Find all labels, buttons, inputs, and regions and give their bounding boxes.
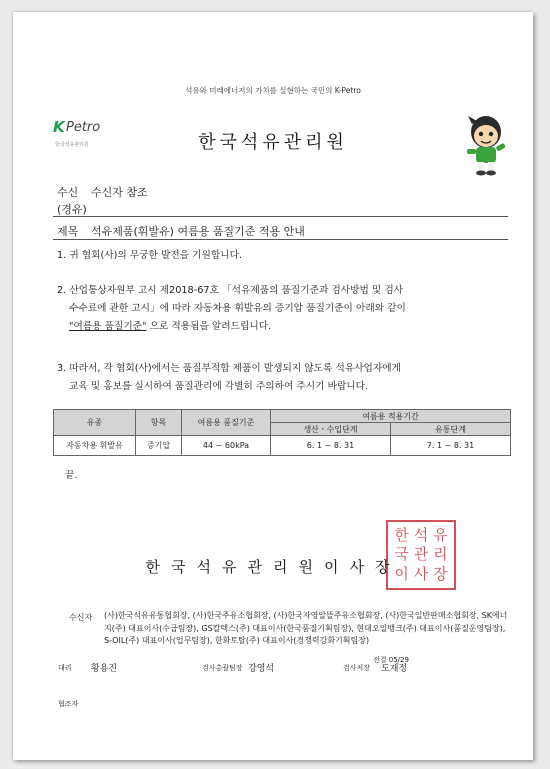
seal-char: 국 <box>394 545 409 564</box>
date-note: 전결 05/29 <box>373 656 409 664</box>
seal-char: 관 <box>413 545 429 564</box>
cell-item: 증기압 <box>136 436 182 456</box>
end-mark: 끝. <box>65 470 78 481</box>
seal-char: 한 <box>394 526 409 544</box>
header-distribution: 유통단계 <box>391 423 511 436</box>
org-title: 한국석유관리원 <box>198 132 348 153</box>
seal-char: 장 <box>433 564 448 583</box>
header-item: 항목 <box>136 410 182 436</box>
mascot-icon <box>460 112 512 176</box>
seal-char: 유 <box>433 526 448 544</box>
paragraph-3-line-2: 교육 및 홍보를 실시하여 품질관리에 각별히 주의하여 주시기 바랍니다. <box>69 381 369 392</box>
recipient-label: 수신 <box>57 186 79 199</box>
drafter-name: 황용진 <box>91 664 118 674</box>
header-standard: 여름용 품질기준 <box>182 410 271 436</box>
subject-text: 석유제품(휘발유) 여름용 품질기준 적용 안내 <box>91 225 305 238</box>
logo-k: K <box>53 118 65 136</box>
paragraph-1: 1. 귀 협회(사)의 무궁한 발전을 기원합니다. <box>57 250 243 261</box>
drafter-label: 대리 <box>58 664 72 672</box>
table-header-row-1 <box>54 410 511 423</box>
recipients-text: (사)한국석유유통협회장, (사)한국주유소협회장, (사)한국자영알뜰주유소협회장, (사)한국일반판매소협회장, SK에너지(주) 대표이사(수급팀장), GS칼텍스(주) 대표이사(한국품질기획팀장), 현대오일뱅크(주) 대표이사(품질운영팀장), S-OIL(주) 대표이사(업무팀장), 한화토탈(주) 대표이사(경쟁력강화기획팀장) <box>104 611 508 646</box>
cell-product: 자동차용 휘발유 <box>54 436 136 456</box>
paragraph-2-line-3-rest: 으로 적용됨을 알려드립니다. <box>149 321 272 332</box>
seal-char: 이 <box>394 564 409 583</box>
paragraph-2-line-1: 2. 산업통상자원부 고시 제2018-67호 「석유제품의 품질기준과 검사방법 및 검사 <box>57 285 404 296</box>
approver-label: 검사처장 <box>343 664 371 672</box>
summer-standard-quote: "여름용 품질기준" <box>69 321 147 332</box>
seal-char: 사 <box>413 564 429 583</box>
cell-distribution: 7. 1 ~ 8. 31 <box>391 436 511 456</box>
table-row <box>54 436 511 456</box>
reviewer-label: 검사총괄팀장 <box>202 664 243 672</box>
cooperation-label: 협조자 <box>58 700 79 708</box>
subject-label: 제목 <box>57 225 79 238</box>
slogan: 석유와 미래에너지의 가치를 실현하는 국민의 K-Petro <box>185 86 361 95</box>
divider-top <box>53 216 508 217</box>
recipients-label: 수신자 <box>69 613 93 622</box>
paragraph-2-line-3 <box>69 318 271 332</box>
cell-production: 6. 1 ~ 8. 31 <box>271 436 391 456</box>
official-seal <box>386 520 456 590</box>
paragraph-2-line-2: 수수료에 관한 고시」에 따라 자동차용 휘발유의 증기압 품질기준이 아래와 같이 <box>69 303 406 314</box>
logo-petro: Petro <box>66 120 101 135</box>
recipient-value: 수신자 참조 <box>91 186 148 199</box>
quality-standard-table <box>53 409 511 456</box>
header-period: 여름용 적용기간 <box>271 410 511 423</box>
reviewer-name: 강영석 <box>248 664 275 674</box>
paragraph-3-line-1: 3. 따라서, 각 협회(사)에서는 품질부적합 제품이 발생되지 않도록 석유사업자에게 <box>57 363 401 374</box>
cell-standard: 44 ~ 60kPa <box>182 436 271 456</box>
approver-name: 도재정 <box>381 664 408 674</box>
issuer-name: 한국석유관리원이사장 <box>145 558 401 576</box>
header-product: 유종 <box>54 410 136 436</box>
logo-subtitle: 한국석유관리원 <box>55 142 89 148</box>
seal-char: 석 <box>413 526 429 544</box>
header-production: 생산ㆍ수입단계 <box>271 423 391 436</box>
document-page <box>13 12 533 760</box>
divider-subject <box>53 239 508 240</box>
seal-char: 리 <box>433 545 448 564</box>
via-label: (경유) <box>57 203 87 216</box>
